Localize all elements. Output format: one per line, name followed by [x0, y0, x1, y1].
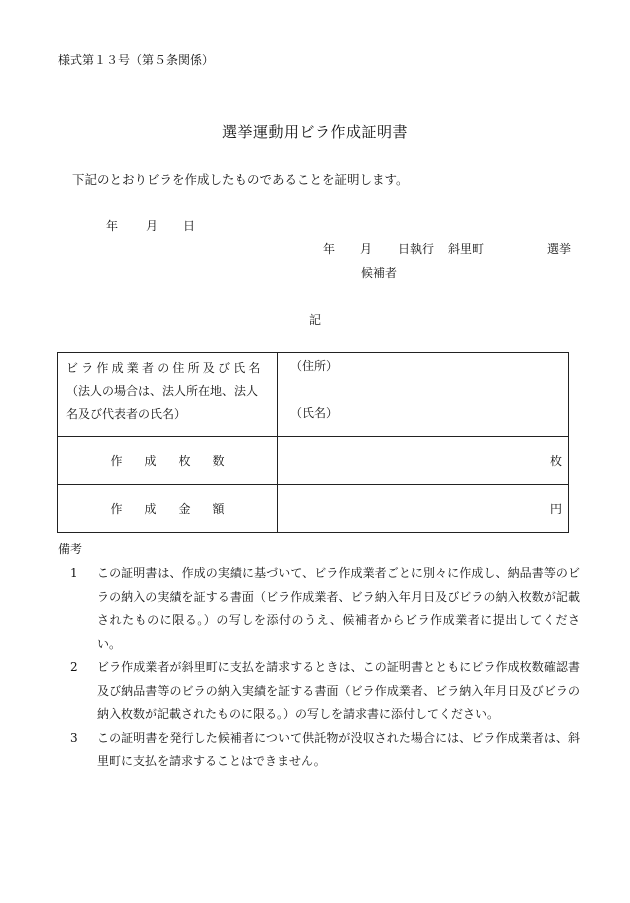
table-row — [58, 437, 569, 485]
quantity-unit: 枚 — [278, 437, 569, 485]
form-number: 様式第１３号（第５条関係） — [58, 53, 215, 67]
election-town-label: 斜里町 — [448, 242, 485, 256]
ki-heading: 記 — [309, 313, 322, 327]
list-item — [70, 562, 580, 656]
vendor-label-line: 名及び代表者の氏名） — [66, 407, 187, 421]
remarks-heading: 備考 — [58, 542, 83, 556]
quantity-label: 作成枚数 — [58, 437, 278, 485]
details-table — [57, 352, 569, 533]
certification-statement: 下記のとおりビラを作成したものであることを証明します。 — [72, 172, 409, 187]
note-text: ビラ作成業者が斜里町に支払を請求するときは、この証明書とともにビラ作成枚数確認書及び納品書等のビラの納入実績を証する書面（ビラ作成業者、ビラ納入年月日及びビラの納入枚数が記載されたものに限る。）の写しを請求書に添付してください。 — [97, 660, 580, 721]
date-day-label: 日 — [183, 219, 196, 233]
candidate-label: 候補者 — [361, 266, 398, 280]
note-number: 2 — [70, 660, 78, 674]
list-item — [70, 656, 580, 727]
note-number: 3 — [70, 730, 78, 745]
amount-unit: 円 — [278, 485, 569, 533]
remarks-list — [70, 562, 580, 774]
table-row — [58, 353, 569, 437]
election-year-label: 年 — [323, 242, 336, 256]
vendor-label-line: ビラ作成業者の住所及び氏名 — [66, 361, 264, 375]
vendor-value-cell — [278, 353, 569, 437]
amount-label: 作成金額 — [58, 485, 278, 533]
vendor-label-cell — [58, 353, 278, 437]
name-label: （氏名） — [290, 406, 339, 420]
table-row — [58, 485, 569, 533]
date-year-label: 年 — [106, 219, 119, 233]
note-text: この証明書は、作成の実績に基づいて、ビラ作成業者ごとに別々に作成し、納品書等のビラの納入の実績を証する書面（ビラ作成業者、ビラ納入年月日及びビラの納入枚数が記載されたものに限る。）の写しを添付のうえ、候補者からビラ作成業者に提出してください。 — [97, 566, 580, 651]
list-item — [70, 727, 580, 774]
date-month-label: 月 — [146, 219, 159, 233]
election-month-label: 月 — [360, 242, 373, 256]
note-text: この証明書を発行した候補者について供託物が没収された場合には、ビラ作成業者は、斜里町に支払を請求することはできません。 — [97, 730, 580, 768]
vendor-label-line: （法人の場合は、法人所在地、法人 — [66, 384, 259, 398]
note-number: 1 — [70, 566, 78, 580]
election-exec-label: 日執行 — [398, 242, 435, 256]
address-label: （住所） — [290, 359, 339, 373]
document-title: 選挙運動用ビラ作成証明書 — [221, 123, 408, 141]
election-label: 選挙 — [547, 242, 572, 256]
